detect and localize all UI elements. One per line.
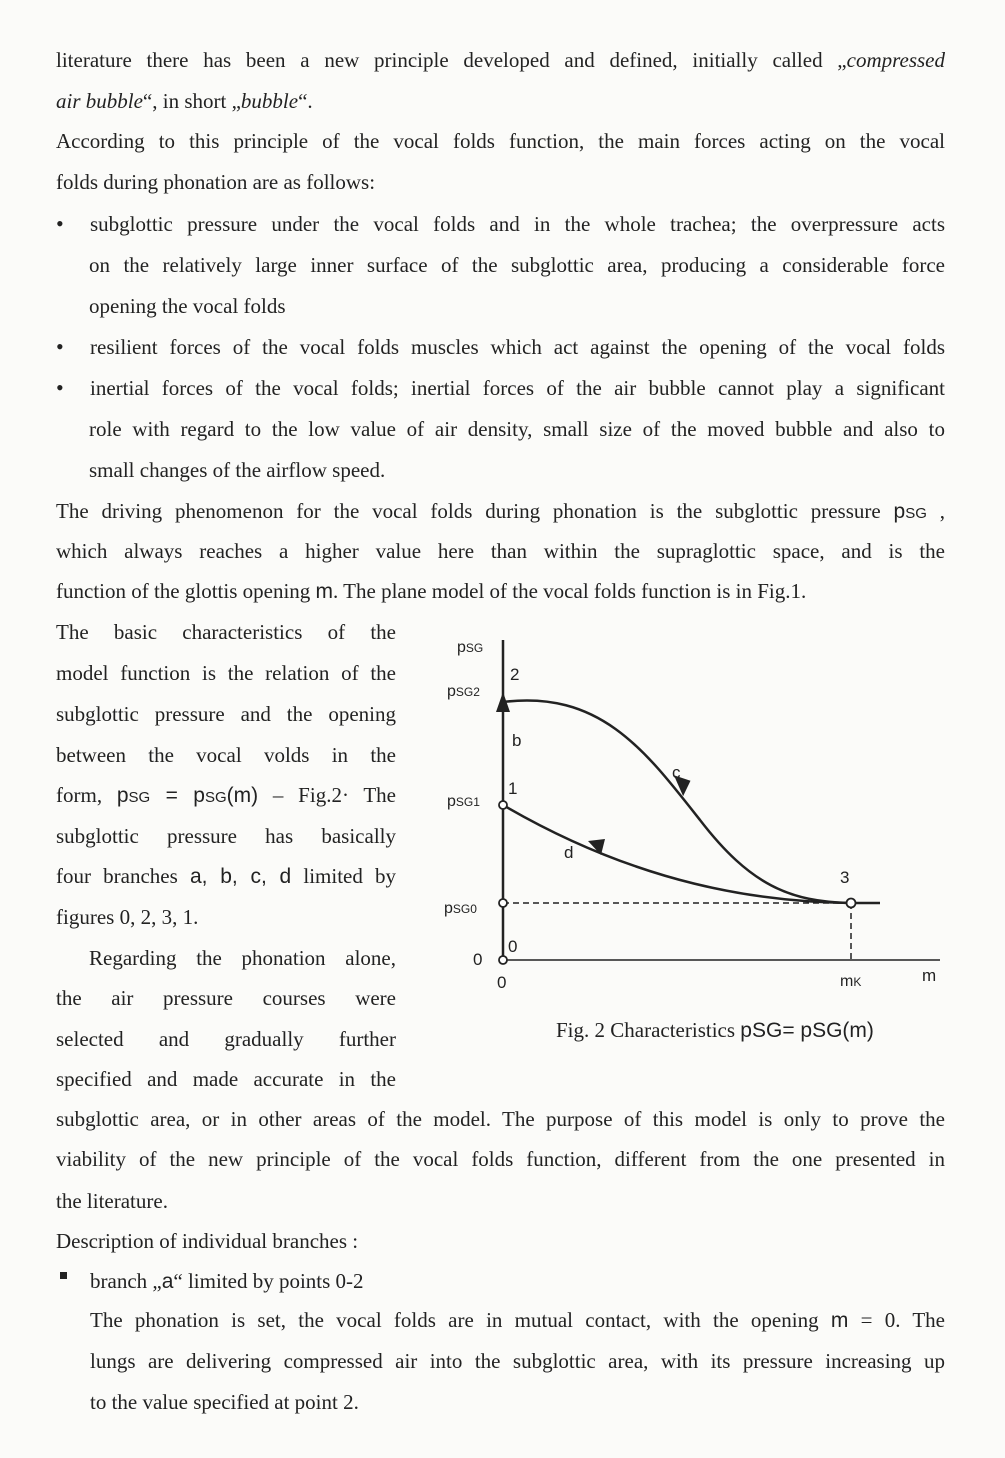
text-line: air bubble“, in short „bubble“. [56,89,313,113]
bullet-marker: • [56,211,64,236]
figure-2-diagram [430,630,950,1010]
text-line: inertial forces of the vocal folds; inertial forces of the air bubble cannot play a significant [90,376,945,400]
text-line: opening the vocal folds [89,294,286,318]
point-label-3: 3 [840,868,850,887]
text-line: which always reaches a higher value here than within the supraglottic space, and is the [56,539,945,563]
text-line: Description of individual branches : [56,1229,359,1253]
y-axis-label: pSG [457,639,484,656]
text-line: specified and made accurate in the [56,1067,396,1091]
text-line: model function is the relation of the [56,661,396,685]
text-line: The basic characteristics of the [56,620,396,644]
tick-psg2: pSG2 [447,683,480,700]
branch-d-curve [503,805,851,903]
text-line: on the relatively large inner surface of the subglottic area, producing a considerable force [89,253,945,277]
text-line: to the value specified at point 2. [90,1390,359,1414]
point-0 [499,956,507,964]
text-line: The driving phenomenon for the vocal folds during phonation is the subglottic pressure pSG , [56,499,946,523]
text-line: According to this principle of the vocal folds function, the main forces acting on the vocal [56,129,945,153]
bullet-marker: • [56,334,64,359]
branch-label-c: c [672,763,681,782]
point-label-0: 0 [508,937,518,956]
text-line: resilient forces of the vocal folds muscles which act against the opening of the vocal folds [90,335,945,359]
bullet-marker: • [56,375,64,400]
text-line: subglottic pressure and the opening [56,702,396,726]
text-line: the literature. [56,1189,168,1213]
tick-x-0: 0 [497,973,507,992]
text-line: selected and gradually further [56,1027,396,1051]
branch-label-d: d [564,843,574,862]
text-line: Regarding the phonation alone, [89,946,396,970]
point-label-1: 1 [508,779,518,798]
text-line: between the vocal volds in the [56,743,396,767]
text-line: literature there has been a new principle developed and defined, initially called „compressed [56,48,945,72]
text-line: role with regard to the low value of air density, small size of the moved bubble and also to [89,417,945,441]
tick-psg0: pSG0 [444,900,477,917]
figure-caption: Fig. 2 Characteristics pSG= pSG(m) [556,1018,874,1042]
text-line: folds during phonation are as follows: [56,170,376,194]
point-psg0 [499,899,507,907]
square-bullet [60,1272,67,1279]
text-line: viability of the new principle of the vocal folds function, different from the one presented in [56,1147,945,1171]
tick-y-0: 0 [473,950,483,969]
text-line: branch „a“ limited by points 0-2 [90,1269,364,1293]
point-1 [499,801,507,809]
text-line: the air pressure courses were [56,986,396,1010]
text-line: subglottic area, or in other areas of the model. The purpose of this model is only to prove the [56,1107,945,1131]
text-line: function of the glottis opening m. The plane model of the vocal folds function is in Fig.1. [56,579,807,603]
text-line: four branches a, b, c, d limited by [56,864,397,888]
tick-mk: mK [840,973,862,990]
text-line: subglottic pressure under the vocal folds and in the whole trachea; the overpressure acts [90,212,945,236]
text-line: lungs are delivering compressed air into the subglottic area, with its pressure increasing up [90,1349,945,1373]
tick-psg1: pSG1 [447,793,480,810]
text-line: form, pSG = pSG(m) – Fig.2· The [56,783,396,807]
point-3 [847,899,856,908]
point-label-2: 2 [510,665,520,684]
branch-c-curve [503,700,851,903]
x-axis-label: m [922,966,937,985]
text-line: subglottic pressure has basically [56,824,396,848]
text-line: figures 0, 2, 3, 1. [56,905,199,929]
text-line: The phonation is set, the vocal folds are in mutual contact, with the opening m = 0. The [90,1308,945,1332]
branch-label-b: b [512,731,522,750]
text-line: small changes of the airflow speed. [89,458,386,482]
